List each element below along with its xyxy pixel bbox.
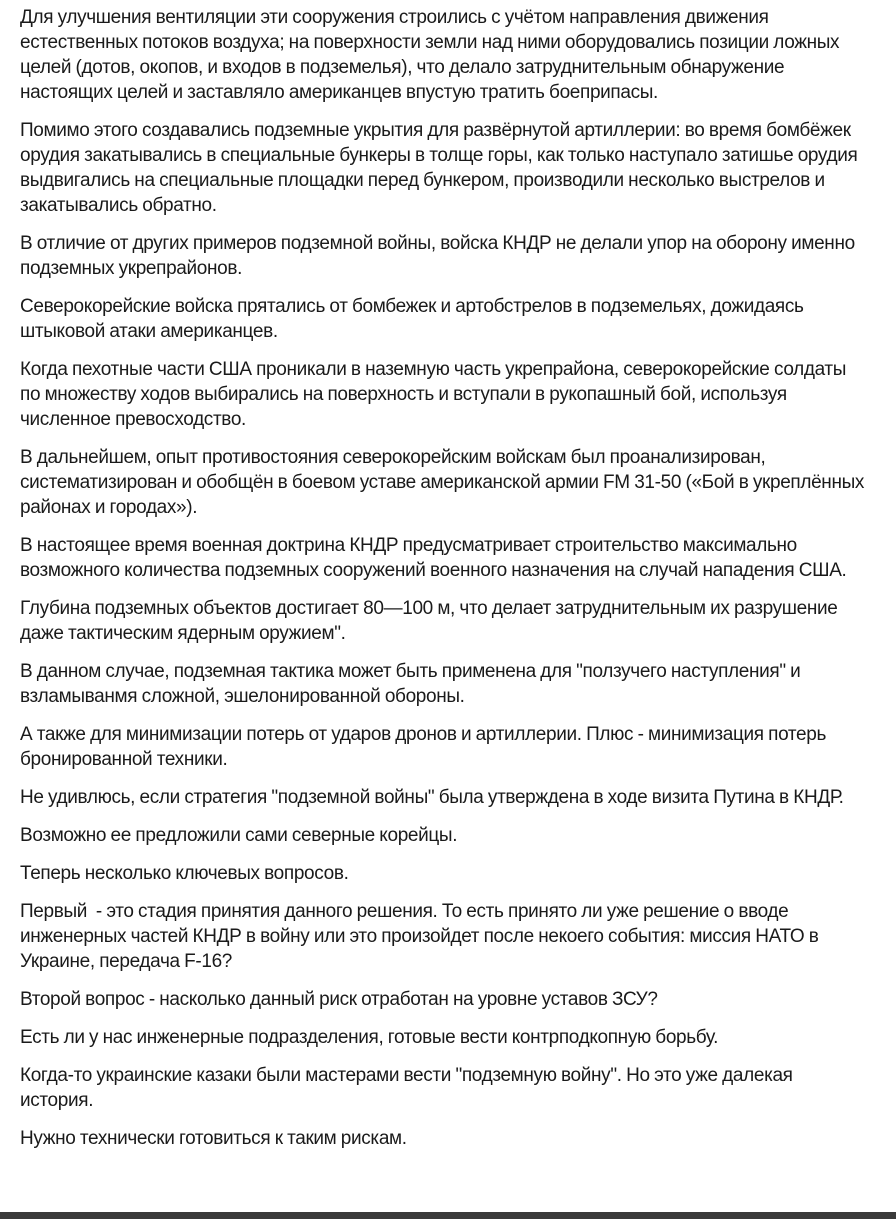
paragraph: Помимо этого создавались подземные укрытия для развёрнутой артиллерии: во время бомбёжек орудия закатывались в специальные бункеры в толще горы, как только наступало затишье орудия выдвигались на специальные площадки перед бункером, производили несколько выстрелов и закатывались обратно. — [20, 120, 862, 216]
paragraph: Второй вопрос - насколько данный риск отработан на уровне уставов ЗСУ? — [20, 989, 658, 1010]
paragraph: Северокорейские войска прятались от бомбежек и артобстрелов в подземельях, дожидаясь штыковой атаки американцев. — [20, 296, 809, 342]
paragraph: Теперь несколько ключевых вопросов. — [20, 863, 349, 884]
paragraph: Первый - это стадия принятия данного решения. То есть принято ли уже решение о вводе инженерных частей КНДР в войну или это произойдет после некоего события: миссия НАТО в Украине, передача F-16? — [20, 901, 823, 972]
paragraph: В отличие от других примеров подземной войны, войска КНДР не делали упор на оборону именно подземных укрепрайонов. — [20, 233, 860, 279]
paragraph: Когда-то украинские казаки были мастерами вести "подземную войну". Но это уже далекая история. — [20, 1065, 798, 1111]
paragraph: Возможно ее предложили сами северные корейцы. — [20, 825, 458, 846]
paragraph: А также для минимизации потерь от ударов дронов и артиллерии. Плюс - минимизация потерь бронированной техники. — [20, 724, 831, 770]
paragraph: В данном случае, подземная тактика может быть применена для "ползучего наступления" и взламыванмя сложной, эшелонированной обороны. — [20, 661, 805, 707]
paragraph: Не удивлюсь, если стратегия "подземной войны" была утверждена в ходе визита Путина в КНДР. — [20, 787, 844, 808]
paragraph: Когда пехотные части США проникали в наземную часть укрепрайона, северокорейские солдаты по множеству ходов выбирались на поверхность и вступали в рукопашный бой, используя численное превосходство. — [20, 359, 851, 430]
paragraph: Глубина подземных объектов достигает 80—100 м, что делает затруднительным их разрушение даже тактическим ядерным оружием". — [20, 598, 842, 644]
paragraph: В дальнейшем, опыт противостояния северокорейским войскам был проанализирован, систематизирован и обобщён в боевом уставе американской армии FM 31-50 («Бой в укреплённых районах и городах»). — [20, 447, 869, 518]
bottom-bar — [0, 1212, 896, 1219]
paragraph: Нужно технически готовиться к таким рискам. — [20, 1128, 407, 1149]
paragraph: В настоящее время военная доктрина КНДР предусматривает строительство максимально возможного количества подземных сооружений военного назначения на случай нападения США. — [20, 535, 847, 581]
paragraph: Для улучшения вентиляции эти сооружения строились с учётом направления движения естественных потоков воздуха; на поверхности земли над ними оборудовались позиции ложных целей (дотов, окопов, и входов в подземелья), что делало затруднительным обнаружение настоящих целей и заставляло американцев впустую тратить боеприпасы. — [20, 7, 844, 103]
paragraph: Есть ли у нас инженерные подразделения, готовые вести контрподкопную борьбу. — [20, 1027, 719, 1048]
